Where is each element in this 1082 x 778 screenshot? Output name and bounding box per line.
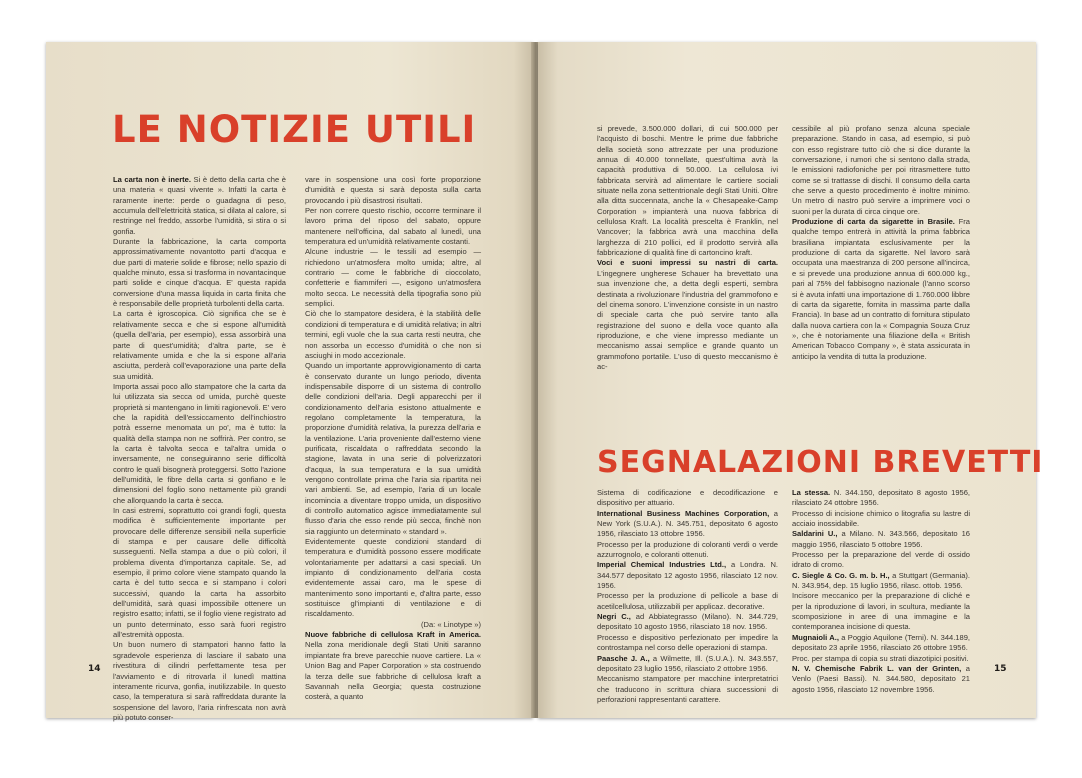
patent-details: a Venlo (Paesi Bassi). N. 344.580, depositato 21 agosto 1956, rilasciato 12 novembre 1956. <box>792 663 970 694</box>
patent-entry <box>597 591 778 632</box>
left-page <box>46 42 533 722</box>
patent-details: ad Abbiategrasso (Milano). N. 344.729, depositato 10 agosto 1956, rilasciato 18 nov. 1956. <box>597 612 778 632</box>
patent-holder: Paasche J. A., <box>597 653 650 663</box>
paragraph <box>305 175 481 206</box>
paragraph <box>597 258 778 372</box>
patent-details: a New York (S.U.A.). N. 345.751, depositato 6 agosto 1956, rilasciato 13 ottobre 1956. <box>597 508 778 539</box>
magazine-spread <box>46 42 1044 722</box>
patents-column <box>597 488 778 704</box>
paragraph-text: cessibile al più profano senza alcuna speciale preparazione. Stando in casa, ad esempio, si può con esso registrare tutto ciò che si dice durante la conversazione, i rumori che si sentono dalla strada, le emissioni radiofoniche per poi ritrasmettere tutto come se si trattasse di dischi. Il consumo della carta che serve a questo procedimento è inoltre minimo. Un metro di nastro può servire a imprimere voci o suoni per la durata di circa cinque ore. <box>792 124 970 216</box>
paragraph <box>305 537 481 620</box>
paragraph <box>113 237 286 309</box>
patent-entry <box>597 488 778 540</box>
paragraph-text: In casi estremi, soprattutto coi grandi fogli, questa modifica è sufficientemente importante per provocare delle differenze sensibili nella superficie di stampa e per causare delle difficoltà susseguenti. Nella stampa a due o più colori, il problema diventa d'importanza capitale. Se, ad esempio, il primo colore viene stampato quando la carta è del tutto secca e si stampano i colori successivi, quando la carta ha assorbito dell'umidità, sarà quasi impossibile ottenere un registro esatto; infatti, se il foglio viene registrato ad un punto determinato, esso sarà fuori registro all'estremità opposta. <box>113 506 286 640</box>
patent-details: N. 344.150, depositato 8 agosto 1956, rilasciato 24 ottobre 1956. <box>792 488 971 508</box>
paragraph-text: Importa assai poco allo stampatore che la carta da lui utilizzata sia secca od umida, purchè queste proprietà si mantengano in limiti ragionevoli. E' vero che la rapidità dell'essiccamento dell'inchiostro potrà esserne menomata un po', ma è tutto: la qualità della stampa non ne soffrirà. Per contro, se la carta è talvolta secca e tal'altra umida o inversamente, ne conseguiranno serie difficoltà contro le quali bisognerà proteggersi. Sotto l'azione dell'umidità, le fibre della carta si gonfiano e le dimensioni del foglio sono nettamente più grandi che allorquando la carta è secca. <box>113 381 286 505</box>
patent-description: Processo per la produzione di coloranti verdi o verde azzurrognolo, e coloranti ottenuti. <box>597 539 778 560</box>
patent-entry <box>597 633 778 674</box>
paragraph <box>792 124 970 217</box>
patent-details: a Stuttgart (Germania). N. 343.954, dep. 15 luglio 1956, rilasc. ottob. 1956. <box>792 570 971 591</box>
paragraph <box>305 309 481 361</box>
paragraph-text: L'ingegnere ungherese Schauer ha brevettato una sua invenzione che, a detta degli esperti, sembra destinata a rivoluzionare l'industria del grammofono e del cinema sonoro. L'invenzione consiste in un nastro di speciale carta che può servire tanto alla registrazione del suono e della voce quanto alla riproduzione, e che viene impresso mediante un meccanismo assai semplice e grande quanto un grammofono portatile. L'uso di questo meccanismo è ac- <box>597 268 778 371</box>
paragraph-text: si prevede, 3.500.000 dollari, di cui 500.000 per l'acquisto di boschi. Mentre le prime due fabbriche della società sono attrezzate per una produzione annua di 40.000 tonnellate, quest'ultima avrà la capacità produttiva di 50.000. La cellulosa ivi fabbricata servirà ad alimentare le cartiere sociali situate nella zona settentrionale degli Stati Uniti. Oltre alla ditta succennata, anche la « Chesapeake-Camp Corporation » impianterà una nuova fabbrica di cellulosa Kraft. La località prescelta è Franklin, nel Vancover; la fabbrica avrà una macchina della larghezza di 210 pollici, ed il prodotto servirà alla fabbricazione di qualità fine di cartoncino kraft. <box>597 124 778 258</box>
patent-description: Processo per la produzione di pellicole a base di acetilcellulosa, utilizzabili per applicaz. decorative. <box>597 591 778 611</box>
text-column <box>113 175 286 722</box>
patent-description: Sistema di codificazione e decodificazione e dispositivo per attuario. <box>597 488 778 508</box>
text-column <box>305 175 481 702</box>
patent-details: a Poggio Aquilone (Terni). N. 344.189, depositato 23 aprile 1956, rilasciato 26 ottobre 1956. <box>792 632 970 653</box>
paragraph <box>113 506 286 640</box>
patent-entry <box>597 674 778 705</box>
paragraph <box>305 620 481 630</box>
paragraph-heading: Produzione di carta da sigarette in Brasile. <box>792 217 955 227</box>
patent-entry <box>792 654 970 695</box>
patent-description: Meccanismo stampatore per macchine interpretatrici che traducono in scrittura chiara successioni di perforazioni rappresentanti carattere. <box>597 674 778 704</box>
paragraph <box>113 309 286 381</box>
text-column <box>597 124 778 396</box>
paragraph <box>305 361 481 537</box>
paragraph-text: Si è detto della carta che è una materia « quasi vivente ». Infatti la carta è raramente inerte: perde o guadagna di peso, accumula dell'elettricità statica, si dilata al calore, si restringe nel freddo, assorbe l'umidità, si stira o si gonfia. <box>113 175 286 236</box>
page-number: 14 <box>88 664 101 674</box>
page-title: LE NOTIZIE UTILI <box>112 108 477 151</box>
patent-description: Processo di incisione chimico o litografia su lastre di acciaio inossidabile. <box>792 508 970 529</box>
patent-entry <box>792 550 970 591</box>
paragraph <box>597 124 778 258</box>
section-title: SEGNALAZIONI BREVETTI <box>597 445 1044 480</box>
paragraph-text: Evidentemente queste condizioni standard di temperatura e d'umidità possono essere modificate volontariamente per adattarsi a casi speciali. Un impianto di condizionamento dell'aria costa evidentemente assai caro, ma le spese di mantenimento sono importanti e, d'altra parte, esso sostituisce gl'impianti di ventilazione e di riscaldamento. <box>305 537 481 619</box>
paragraph-text: La carta è igroscopica. Ciò significa che se è relativamente secca e che si espone all'umidità (quella dell'aria, per esempio), essa assorbirà una parte di quest'umidità; d'altra parte, se è relativamente umida e che la si espone all'aria asciutta, perderà coll'evaporazione una parte della sua umidità. <box>113 309 286 381</box>
paragraph-text: Alcune industrie — le tessili ad esempio — richiedono un'atmosfera molto umida; altre, al contrario — come le fabbriche di cioccolato, confetterie e fiammiferi —, esigono un'atmosfera molto secca. Le necessità della tipografia sono più semplici. <box>305 247 481 309</box>
paragraph <box>113 640 286 723</box>
patent-holder: Mugnaioli A., <box>792 632 839 642</box>
patents-column <box>792 488 971 694</box>
paragraph <box>305 630 481 702</box>
patent-description: Processo e dispositivo perfezionato per impedire la controstampa nel corso delle operazioni di stampa. <box>597 632 778 653</box>
paragraph-text: (Da: « Linotype ») <box>421 619 481 629</box>
patent-details: a Wilmette, Ill. (S.U.A.). N. 343.557, depositato 23 luglio 1956, rilasciato 2 ottobre 1956. <box>597 653 778 673</box>
paragraph-text: Per non correre questo rischio, occorre terminare il lavoro prima del riposo del sabato, oppure mantenere nell'officina, dal sabato al lunedì, una temperatura ed un'umidità relativamente costanti. <box>305 206 481 247</box>
page-number: 15 <box>994 664 1007 674</box>
patent-entry <box>792 488 970 509</box>
paragraph-heading: Nuove fabbriche di cellulosa Kraft in America. <box>305 630 481 640</box>
text-column <box>792 124 970 414</box>
patent-description: Incisore meccanico per la preparazione di cliché e per la riproduzione di lavori, in scultura, mediante la scomposizione in aree di una immagine e la contemporanea incisione di questa. <box>792 591 970 632</box>
patent-entry <box>792 591 970 653</box>
paragraph-text: Fra qualche tempo entrerà in attività la prima fabbrica brasiliana impiantata esclusivamente per la produzione di carta da sigarette. Nel lavoro sarà occupata una maestranza di 200 persone all'incirca, e si prevede una produzione annua di 600.000 kg., pari al 75% del fabbisogno nazionale (l'anno scorso si è avuta infatti una importazione di 1.760.000 libbre di carta da sigarette, fornita in massima parte dalla Francia). In base ad un contratto di fornitura stipulato dalla nuova cartiera con la « Compagnia Souza Cruz », che è notoriamente una filiazione della « British American Tobacco Company », è stata assicurata in anticipo la vendita di tutta la produzione. <box>792 217 970 361</box>
patent-holder: La stessa. <box>792 488 831 497</box>
patent-details: a Milano. N. 343.566, depositato 16 maggio 1956, rilasciato 5 ottobre 1956. <box>792 529 970 549</box>
patent-details: a Londra. N. 344.577 depositato 12 agosto 1956, rilasciato 12 nov. 1956. <box>597 560 778 591</box>
paragraph-text: Nella zona meridionale degli Stati Uniti saranno impiantate fra breve parecchie nuove cartiere. La « Union Bag and Paper Corporation » sta costruendo la terza delle sue fabbriche di cellulosa kraft a Savannah nella Georgia; questa costruzione costerà, a quanto <box>305 640 481 702</box>
paragraph <box>792 217 970 362</box>
paragraph-text: vare in sospensione una così forte proporzione d'umidità e questa si sarà deposta sulla carta provocando i più disastrosi risultati. <box>305 175 481 205</box>
patent-holder: Imperial Chemical Industries Ltd., <box>597 560 727 570</box>
paragraph-heading: La carta non è inerte. <box>113 175 191 184</box>
paragraph-text: Un buon numero di stampatori hanno fatto la sgradevole esperienza di lasciare il sabato una rivestitura di cilindri perfettamente tesa per l'avviamento e di ritrovarla il lunedì mattina interamente ricurva, gonfia, inutilizzabile. In questo caso, la temperatura si sarà raffreddata durante la sospensione del lavoro, l'aria rinfrescata non avrà più potuto conser- <box>113 640 286 722</box>
paragraph <box>113 382 286 506</box>
paragraph-text: Quando un importante approvvigionamento di carta è conservato durante un lungo periodo, diventa indispensabile disporre di un sistema di controllo delle condizioni dell'aria. Degli apparecchi per il condizionamento dell'aria esistono attualmente e regolano completamente la temperatura, la proporzione d'umidità relativa, la purezza dell'aria e la ventilazione. L'aria proveniente dall'esterno viene purificata, riscaldata o raffreddata secondo la stagione, lavata in una serie di polverizzatori d'acqua, la sua temperatura e la sua umidità vengono controllate prima che l'aria sia ripartita nei vari ambienti. Se, ad esempio, l'aria di un locale incomincia a diventare troppo umida, un dispositivo di controllo automatico agisce immediatamente sul flusso d'aria che esso rende più secca, finchè non sia raggiunto un determinato « standard ». <box>305 361 481 536</box>
patent-description: Proc. per stampa di copia su strati diazotipici positivi. <box>792 653 969 663</box>
patent-description: Processo per la preparazione del verde di ossido idrato di cromo. <box>792 550 970 570</box>
patent-holder: Negri C., <box>597 612 631 622</box>
patent-holder: International Business Machines Corporation, <box>597 508 770 518</box>
patent-entry <box>792 509 970 550</box>
patent-holder: C. Siegle & Co. G. m. b. H., <box>792 570 890 580</box>
patent-holder: N. V. Chemische Fabrik L. van der Grinten, <box>792 663 962 673</box>
paragraph <box>305 247 481 309</box>
paragraph-text: Ciò che lo stampatore desidera, è la stabilità delle condizioni di temperatura e di umidità relativa; in altri termini, egli vuole che la sua carta resti neutra, che non assorba un eccesso d'umidità o che non si asciughi in modo accezionale. <box>305 309 481 360</box>
paragraph-text: Durante la fabbricazione, la carta comporta approssimativamente novantotto parti d'acqua e due parti di materie solide e fibrose; nello spazio di qualche minuto, essa si trasforma in novantacinque parti solide e cinque d'acqua. E' questa rapida conversione d'una massa liquida in carta finita che è responsabile delle proprietà turbolenti della carta. <box>113 237 286 309</box>
paragraph-heading: Voci e suoni impressi su nastri di carta. <box>597 258 778 268</box>
patent-entry <box>597 540 778 592</box>
right-page <box>538 42 1044 718</box>
paragraph <box>113 175 286 237</box>
patent-holder: Saldarini U., <box>792 529 838 539</box>
paragraph <box>305 206 481 247</box>
